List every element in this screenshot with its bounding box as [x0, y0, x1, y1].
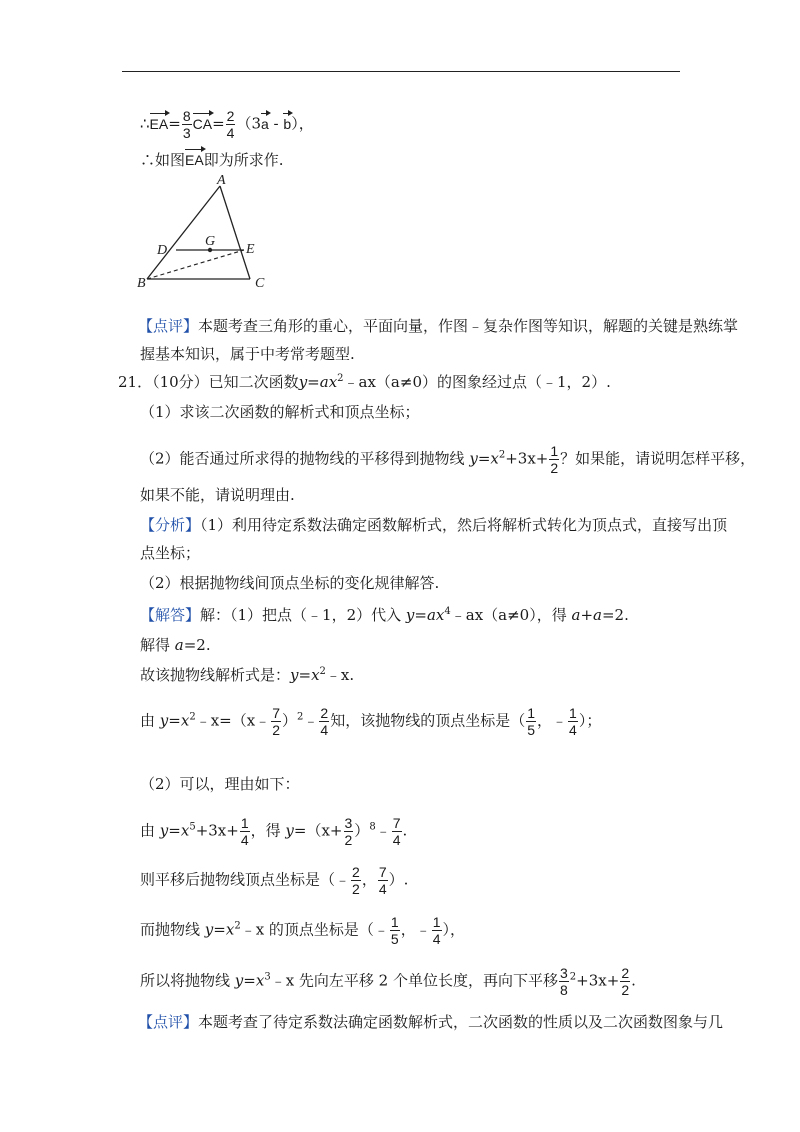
analysis-line-3: （2）根据抛物线间顶点坐标的变化规律解答. [140, 574, 440, 592]
conclusion-line: ∴如图EA即为所求作. [140, 151, 284, 169]
answer-line-5: （2）可以，理由如下： [140, 775, 300, 793]
answer-line-1: 【解答】解：（1）把点（﹣1，2）代入 $y=ax^4﹣ax(a\ne 0)$，得 a+a=2. [140, 606, 629, 624]
svg-text:A: A [217, 173, 226, 188]
analysis-line-1: 【分析】（1）利用待定系数法确定函数解析式，然后将解析式转化为顶点式，直接写出顶 [140, 516, 728, 534]
answer-line-7: 则平移后抛物线顶点坐标是（﹣ $\frac{2}{2}$ ， $\frac{7}{4}$ ）. [140, 864, 409, 897]
svg-text:C: C [255, 276, 265, 291]
review-tag: 【点评】 [138, 317, 199, 335]
vector-equation-line: ∴EA= $\frac{8}{3}$ CA= $\frac{2}{4}$ （3a - b）， [140, 108, 314, 141]
header-rule [122, 71, 680, 72]
fraction-8-3: $\frac{8}{3}$ [182, 108, 191, 141]
svg-text:G: G [205, 234, 216, 249]
analysis-line-2: 点坐标； [140, 544, 201, 562]
vector-ea: EA [149, 115, 169, 132]
question-21-part-1: （1）求该二次函数的解析式和顶点坐标； [140, 403, 420, 421]
answer-line-9: 所以将抛物线 $y=x^3﹣x$ 先向左平移 2 个单位长度，再向下平移 $\frac{3}{8}$ $^2$+3x+ $\frac{2}{2}$ . [140, 965, 636, 998]
answer-line-2: 解得 a=2. [140, 636, 211, 654]
review-1-line-2: 握基本知识，属于中考常考题型. [140, 345, 355, 363]
triangle-figure [135, 172, 285, 297]
answer-tag: 【解答】 [140, 606, 201, 624]
vector-b: b [283, 115, 292, 132]
vector-a: a [260, 115, 269, 132]
svg-text:B: B [137, 276, 146, 291]
answer-line-8: 而抛物线 $y=x^2﹣x$ 的顶点坐标是（﹣ $\frac{1}{5}$ ，﹣ $\frac{1}{4}$ ）， [140, 914, 466, 947]
vector-ea-2: EA [185, 152, 204, 168]
review-2-line: 【点评】本题考查了待定系数法确定函数解析式，二次函数的性质以及二次函数图象与几 [138, 1013, 724, 1031]
answer-line-6: 由 $y=x^5+3x+$ $\frac{1}{4}$ ，得 y=（x+ $\frac{3}{2}$ ）$^8$﹣ $\frac{7}{4}$ . [140, 815, 408, 848]
question-21-head: 21．（10分）已知二次函数$y=ax^2﹣ax(a\ne 0)$的图象经过点（﹣1，2）. [118, 373, 611, 391]
fraction-2-4: $\frac{2}{4}$ [226, 108, 235, 141]
svg-text:D: D [157, 243, 168, 258]
question-21-part-2: （2）能否通过所求得的抛物线的平移得到抛物线 $y=x^2+3x+$ $\frac{1}{2}$ ？如果能，请说明怎样平移， [140, 443, 756, 476]
question-21-part-2-cont: 如果不能，请说明理由. [140, 486, 295, 504]
svg-text:E: E [246, 242, 255, 257]
analysis-tag: 【分析】 [140, 516, 201, 534]
answer-line-3: 故该抛物线解析式是：$y=x^2﹣x$. [140, 666, 355, 684]
vector-ca: CA [192, 115, 213, 132]
review-tag-2: 【点评】 [138, 1013, 199, 1031]
review-1-line-1: 【点评】本题考查三角形的重心，平面向量，作图﹣复杂作图等知识，解题的关键是熟练掌 [138, 317, 739, 335]
answer-line-4: 由 $y=x^2﹣x=(x﹣$ $\frac{7}{2}$ ）$^2$﹣ $\frac{2}{4}$ 知，该抛物线的顶点坐标是（ $\frac{1}{5}$ ，﹣ $\frac{1}{4}$ ）； [140, 705, 602, 738]
